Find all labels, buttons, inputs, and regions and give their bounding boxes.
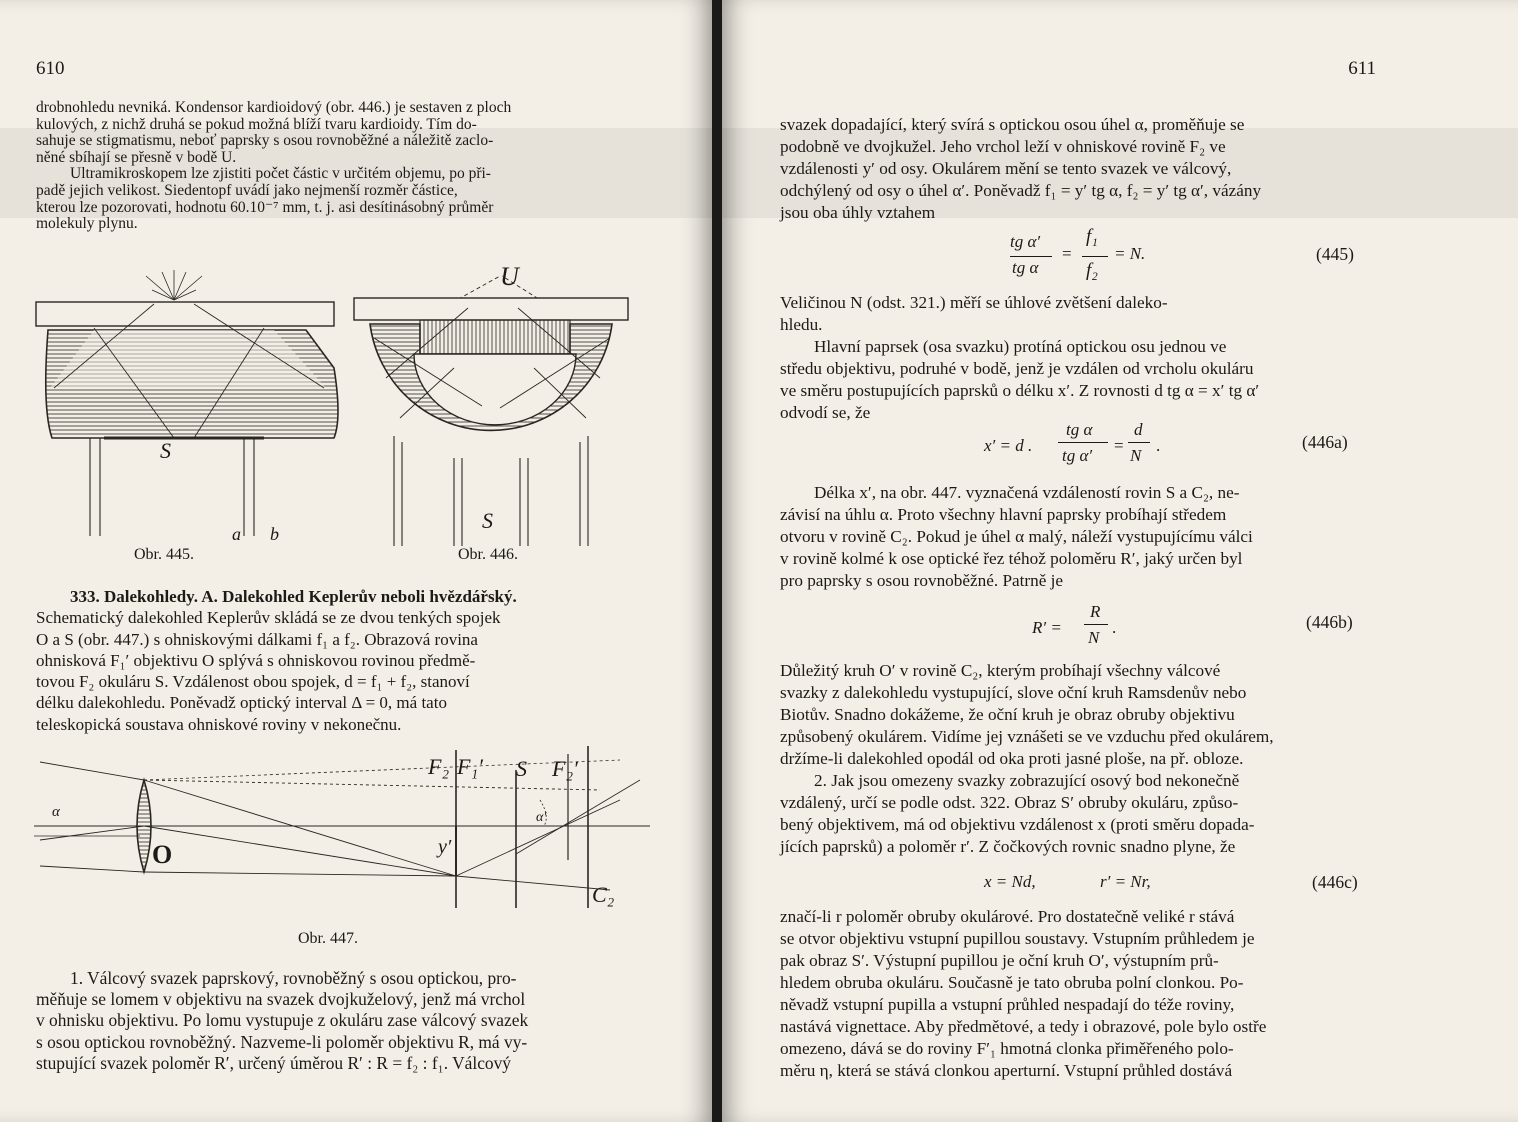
text-line: 1. Válcový svazek paprskový, rovnoběžný s osou optickou, pro- (70, 968, 517, 988)
eq445-rhs-bar (1082, 256, 1108, 257)
equation-446c-left: x = Nd, (984, 872, 1036, 891)
text-line: něné sbíhají se přesně v bodě U. (36, 148, 237, 166)
text-line: Délka x′, na obr. 447. vyznačená vzdáleností rovin S a C₂, ne- (814, 483, 1240, 502)
equation-446b-number: (446b) (1306, 612, 1353, 632)
eq446a-den2: N (1130, 446, 1142, 465)
eq445-rhs-num: f₁ (1086, 226, 1098, 247)
text-line: omezeno, dává se do roviny F′₁ hmotná clonka přiměřeného polo- (780, 1039, 1234, 1058)
text-line: kulových, z nichž druhá se pokud možná blíží tvaru kardioidy. Tím do- (36, 115, 477, 133)
text-line: v rovině kolmé k ose optické řez téhož poloměru R′, jaký určen byl (780, 549, 1243, 568)
left-page (0, 0, 712, 1122)
text-line: měru η, která se stává clonkou aperturní. Vstupní průhled dostává (780, 1061, 1233, 1080)
text-line: nastává vignettace. Aby předmětové, a tedy i obrazové, pole bylo ostře (780, 1017, 1267, 1036)
eq446a-num: tg α (1066, 420, 1093, 439)
fig447-label-S: S (516, 756, 527, 781)
text-line: padě jejich velikost. Siedentopf uvádí jako nejmenší rozměr částice, (36, 181, 458, 199)
text-line: měňuje se lomem v objektivu na svazek dvojkuželový, jenž má vrchol (36, 989, 526, 1010)
text-line: Důležitý kruh O′ v rovině C₂, kterým probíhají všechny válcové (780, 661, 1221, 680)
text-line: jících paprsků) a poloměr r′. Z čočkových rovnic snadno plyne, že (780, 837, 1236, 856)
eq446a-num2: d (1134, 420, 1143, 439)
eq446a-bar2 (1128, 442, 1150, 443)
eq446b-bar (1084, 624, 1108, 625)
text-line: kterou lze pozorovati, hodnotu 60.10⁻⁷ mm, t. j. asi desítinásobný průměr (36, 198, 494, 216)
text-line: pro paprsky s osou rovnoběžné. Patrně je (780, 571, 1064, 590)
text-line: O a S (obr. 447.) s ohniskovými dálkami f₁ a f₂. Obrazová rovina (36, 629, 478, 649)
eq446b-den: N (1088, 628, 1100, 647)
text-line: odvodí se, že (780, 403, 871, 422)
fig445-label-b: b (270, 524, 279, 544)
fig445-caption: Obr. 445. (134, 546, 194, 563)
text-line: ohnisková F₁′ objektivu O splývá s ohniskovou rovinou předmě- (36, 650, 476, 670)
text-line: bený objektivem, má od objektivu vzdálenost x (proti směru dopada- (780, 815, 1255, 834)
eq446b-num: R (1090, 602, 1101, 621)
fig447-label-F2prime: F₂′ (552, 756, 578, 781)
text-line: něvadž vstupní pupilla a vstupní průhled nespadají do téže roviny, (780, 995, 1235, 1014)
eq446b-lhs: R′ = (1032, 618, 1062, 637)
text-line: držíme-li dalekohled opodál od oka proti jasné ploše, na př. obloze. (780, 749, 1244, 768)
fig447-label-alphaprime: α′ (536, 810, 547, 825)
fig447-label-F2: F₂ (428, 754, 450, 779)
text-line: hledu. (780, 315, 823, 334)
text-line: svazek dopadající, který svírá s optickou osou úhel α, proměňuje se (780, 115, 1245, 134)
text-line: stupující svazek poloměr R′, určený úměrou R′ : R = f₂ : f₁. Válcový (36, 1052, 512, 1073)
text-line: hledem obruba okuláru. Současně je tato obruba polní clonkou. Po- (780, 973, 1244, 992)
text-line: 2. Jak jsou omezeny svazky zobrazující osový bod nekonečně (814, 771, 1240, 790)
text-line: značí-li r poloměr obruby okulárové. Pro dostatečně veliké r stává (780, 907, 1235, 926)
right-page (722, 0, 1518, 1122)
left-bottom-paragraph (36, 968, 648, 1074)
fig447-label-alpha: α (52, 804, 60, 820)
eq446a-den: tg α′ (1062, 446, 1093, 465)
text-line: délku dalekohledu. Poněvadž optický interval Δ = 0, má tato (36, 693, 447, 713)
text-line: vzdálenosti y′ od osy. Okulárem mění se tento svazek ve válcový, (780, 159, 1232, 178)
text-line: Hlavní paprsek (osa svazku) protíná optickou osu jednou ve (814, 337, 1227, 356)
right-paragraph-1 (780, 114, 1380, 224)
text-line: odchýlený od osy o úhel α′. Poněvadž f₁ = y′ tg α, f₂ = y′ tg α′, vázány (780, 181, 1262, 200)
eq445-eq2: = N. (1114, 244, 1146, 263)
text-line: Schematický dalekohled Keplerův skládá se ze dvou tenkých spojek (36, 608, 501, 628)
text-line: molekuly plynu. (36, 215, 138, 233)
equation-446c-right: r′ = Nr, (1100, 872, 1151, 891)
text-line: podobně ve dvojkužel. Jeho vrchol leží v ohniskové rovině F₂ ve (780, 137, 1226, 156)
text-line: způsobený okulárem. Vidíme jej vznášeti se ve vzduchu před okulárem, (780, 727, 1274, 746)
text-line: teleskopická soustava ohniskové roviny v nekonečnu. (36, 714, 402, 734)
fig446-label-S: S (482, 508, 493, 533)
eq446a-dot: . (1156, 436, 1161, 455)
section-333-paragraph (36, 586, 646, 735)
fig447-label-C2: C₂ (592, 882, 615, 907)
eq446a-lhs: x′ = d . (984, 436, 1033, 455)
page-number-left: 610 (36, 58, 65, 79)
eq445-lhs-bar (1010, 256, 1052, 257)
text-line: ve směru postupujících paprsků o délku x′. Z rovnosti d tg α = x′ tg α′ (780, 381, 1260, 400)
fig447-label-F1prime: F₁′ (457, 754, 483, 779)
text-line: středu objektivu, podruhé v bodě, jenž je vzdálen od vrcholu okuláru (780, 359, 1254, 378)
equation-446c-number: (446c) (1312, 872, 1358, 892)
text-line: se otvor objektivu vstupní pupillou soustavy. Vstupním průhledem je (780, 929, 1255, 948)
figure-445 (34, 268, 344, 568)
text-line: tovou F₂ okuláru S. Vzdálenost obou spojek, d = f₁ + f₂, stanoví (36, 672, 470, 692)
fig445-label-S: S (160, 438, 171, 463)
text-line: sahuje se stigmatismu, neboť paprsky s osou rovnoběžné a náležitě zaclo- (36, 132, 494, 150)
text-line: Ultramikroskopem lze zjistiti počet částic v určitém objemu, po při- (70, 165, 491, 183)
text-line: otvoru v rovině C₂. Pokud je úhel α malý, náleží vystupujícímu válci (780, 527, 1253, 546)
eq446a-bar (1058, 442, 1108, 443)
equation-446a-number: (446a) (1302, 432, 1348, 452)
text-line: Biotův. Snadno dokážeme, že oční kruh je obraz obruby objektivu (780, 705, 1235, 724)
page-number-right: 611 (1348, 58, 1376, 79)
text-line: drobnohledu nevniká. Kondensor kardioidový (obr. 446.) je sestaven z ploch (36, 99, 512, 116)
equation-445-number: (445) (1316, 244, 1354, 264)
left-top-paragraph (36, 100, 640, 233)
eq446a-eq: = (1114, 436, 1124, 455)
eq445-lhs-den: tg α (1012, 258, 1039, 277)
eq445-lhs-num: tg α′ (1010, 232, 1041, 251)
fig446-label-U: U (500, 262, 519, 291)
right-paragraph-5 (780, 906, 1380, 1082)
section-heading-line: 333. Dalekohledy. A. Dalekohled Keplerův neboli hvězdářský. (70, 587, 517, 606)
right-paragraph-4 (780, 660, 1380, 858)
fig446-caption: Obr. 446. (458, 546, 518, 563)
text-line: v ohnisku objektivu. Po lomu vystupuje z okuláru zase válcový svazek (36, 1010, 529, 1031)
text-line: svazky z dalekohledu vystupující, slove oční kruh Ramsdenův nebo (780, 683, 1247, 702)
text-line: jsou oba úhly vztahem (780, 203, 936, 222)
fig445-label-a: a (232, 524, 241, 544)
eq446b-dot: . (1112, 618, 1117, 637)
right-paragraph-3 (780, 482, 1380, 592)
eq445-rhs-den: f₂ (1086, 260, 1098, 281)
fig447-caption: Obr. 447. (298, 930, 358, 947)
text-line: Veličinou N (odst. 321.) měří se úhlové zvětšení daleko- (780, 293, 1168, 312)
fig447-label-yprime: y′ (438, 836, 452, 858)
text-line: s osou optickou rovnoběžný. Nazveme-li poloměr objektivu R, má vy- (36, 1031, 528, 1052)
fig447-label-O: O (152, 840, 173, 869)
book-gutter (712, 0, 722, 1122)
text-line: závisí na úhlu α. Proto všechny hlavní paprsky probíhají středem (780, 505, 1227, 524)
right-paragraph-2 (780, 292, 1380, 424)
text-line: vzdálený, určí se podle odst. 322. Obraz S′ obruby okuláru, způso- (780, 793, 1239, 812)
eq445-eq1: = (1062, 244, 1072, 263)
text-line: pak obraz S′. Výstupní pupillou je oční kruh O′, výstupním prů- (780, 951, 1219, 970)
